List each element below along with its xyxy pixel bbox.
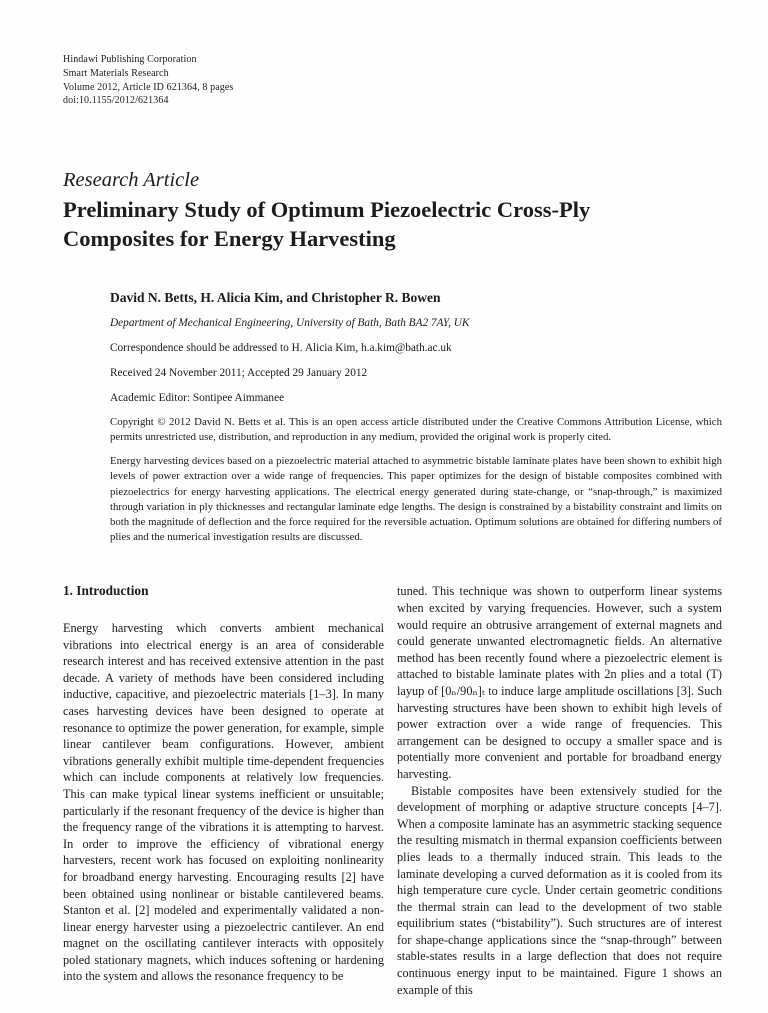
publisher-block — [63, 53, 722, 108]
correspondence-line: Correspondence should be addressed to H. Alicia Kim, h.a.kim@bath.ac.uk — [110, 342, 452, 355]
publisher-name: Hindawi Publishing Corporation — [63, 54, 197, 65]
intro-paragraph-1: Energy harvesting which converts ambient mechanical vibrations into electrical energy is an area of considerable research interest and has received extensive attention in the past decade. A variety of methods have been considered including inductive, capacitive, and piezoelectric materials [1–3]. In many cases harvesting devices have been designed to operate at resonance to optimize the power generation, for example, simple linear cantilever beam configurations. However, ambient vibrations generally exhibit multiple time-dependent frequencies which can include components at relatively low frequencies. This can make typical linear systems inefficient or unsuitable; particularly if the resonant frequency of the device is higher than the frequency range of the vibrations it is attempting to harvest. In order to improve the efficiency of vibrational energy harvesters, recent work has focused on exploiting nonlinearity for broadband energy harvesting. Encouraging results [2] have been obtained using nonlinear or bistable cantilevered beams. Stanton et al. [2] modeled and experimentally validated a non-linear energy harvester using a piezoelectric cantilever. An end magnet on the oscillating cantilever interacts with oppositely poled stationary magnets, which induces softening or hardening into the system and allows the resonance frequency to be — [63, 621, 384, 984]
article-meta-block — [110, 289, 722, 545]
article-title: Preliminary Study of Optimum Piezoelectric Cross-Ply Composites for Energy Harvesting — [63, 197, 591, 251]
abstract-text: Energy harvesting devices based on a piezoelectric material attached to asymmetric bistable laminate plates have been shown to exhibit high levels of power extraction over a wide range of frequencies. This paper optimizes for the design of bistable composites combined with piezoelectrics for energy harvesting applications. The electrical energy generated during state-change, or “snap-through,” is maximized through variation in ply thicknesses and rectangular laminate edge lengths. The design is constrained by a bistability constraint and limits on both the magnitude of deflection and the force required for the reversible actuation. Optimum solutions are obtained for differing numbers of plies and the numerical investigation results are discussed. — [110, 455, 722, 544]
body-column-left — [63, 583, 384, 998]
doi: doi:10.1155/2012/621364 — [63, 95, 169, 107]
body-column-right — [397, 583, 722, 998]
article-type-label: Research Article — [63, 169, 200, 192]
authors-line: David N. Betts, H. Alicia Kim, and Christopher R. Bowen — [110, 290, 441, 306]
received-accepted-line: Received 24 November 2011; Accepted 29 January 2012 — [110, 367, 368, 380]
intro-paragraph-2: tuned. This technique was shown to outperform linear systems when excited by varying frequencies. However, such a system would require an obtrusive arrangement of external magnets and could generate unwanted electromagnetic fields. An alternative method has been recently found where a piezoelectric element is attached to bistable laminate plates with 2n plies and a total (T) layup of [0ₙ/90ₙ]ₜ to induce large amplitude oscillations [3]. Such harvesting structures have been shown to exhibit high levels of power extraction over a wide range of frequencies. This arrangement can be designed to occupy a smaller space and is potentially more convenient and portable for broadband energy harvesting. — [397, 584, 722, 781]
section-heading-introduction: 1. Introduction — [63, 583, 149, 599]
intro-paragraph-3: Bistable composites have been extensively studied for the development of morphing or adaptive structure concepts [4–7]. When a composite laminate has an asymmetric stacking sequence the resulting mismatch in thermal expansion coefficients between plies leads to a thermally induced strain. This leads to the laminate developing a curved deformation as it is cooled from its high temperature cure cycle. Under certain geometric conditions the thermal strain can lead to the development of two stable equilibrium states (“bistability”). Such structures are of interest for shape-change applications since the “snap-through” between stable-states results in a large deflection that does not require continuous energy input to be maintained. Figure 1 shows an example of this — [397, 783, 722, 997]
copyright-notice: Copyright © 2012 David N. Betts et al. This is an open access article distributed under the Creative Commons Attribution License, which permits unrestricted use, distribution, and reproduction in any medium, provided the original work is properly cited. — [110, 416, 722, 443]
volume-info: Volume 2012, Article ID 621364, 8 pages — [63, 81, 234, 93]
affiliation-line: Department of Mechanical Engineering, University of Bath, Bath BA2 7AY, UK — [110, 317, 470, 330]
body-columns — [63, 583, 722, 998]
journal-name: Smart Materials Research — [63, 67, 169, 79]
academic-editor-line: Academic Editor: Sontipee Aimmanee — [110, 392, 285, 405]
